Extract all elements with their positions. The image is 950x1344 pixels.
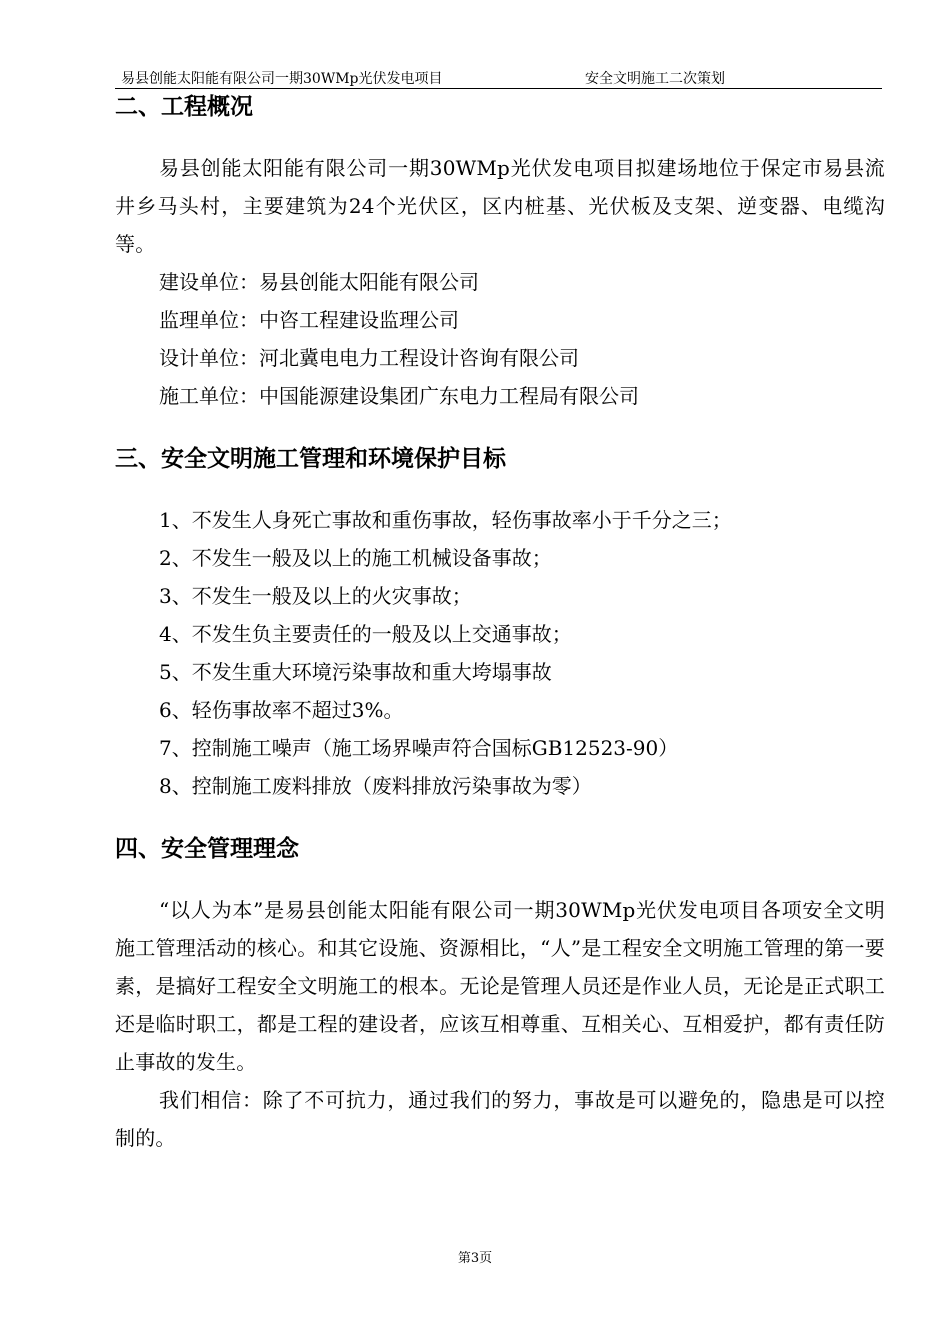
overview-paragraph: 易县创能太阳能有限公司一期30WMp光伏发电项目拟建场地位于保定市易县流井乡马头村，主要建筑为24个光伏区，区内桩基、光伏板及支架、逆变器、电缆沟等。 — [115, 156, 885, 256]
page-number: 第3页 — [457, 1251, 493, 1266]
goal-item: 4、不发生负主要责任的一般及以上交通事故； — [159, 622, 572, 646]
section-title-safety-goals: 三、安全文明施工管理和环境保护目标 — [115, 446, 506, 472]
belief-paragraph: 我们相信：除了不可抗力，通过我们的努力，事故是可以避免的，隐患是可以控制的。 — [115, 1088, 885, 1150]
document-body — [115, 90, 885, 1157]
philosophy-paragraph: “以人为本”是易县创能太阳能有限公司一期30WMp光伏发电项目各项安全文明施工管理活动的核心。和其它设施、资源相比，“人”是工程安全文明施工管理的第一要素，是搞好工程安全文明施工的根本。无论是管理人员还是作业人员，无论是正式职工还是临时职工，都是工程的建设者，应该互相尊重、互相关心、互相爱护，都有责任防止事故的发生。 — [115, 898, 885, 1074]
goal-item: 1、不发生人身死亡事故和重伤事故，轻伤事故率小于千分之三； — [159, 508, 732, 532]
goal-item: 8、控制施工废料排放（废料排放污染事故为零） — [159, 774, 592, 798]
goal-item: 7、控制施工噪声（施工场界噪声符合国标GB12523-90） — [159, 736, 679, 760]
section-title-safety-philosophy: 四、安全管理理念 — [115, 836, 299, 862]
unit-designer: 设计单位：河北冀电电力工程设计咨询有限公司 — [159, 346, 579, 370]
header-document-title: 安全文明施工二次策划 — [585, 71, 725, 87]
goal-item: 5、不发生重大环境污染事故和重大垮塌事故 — [159, 660, 552, 684]
page-header — [115, 66, 882, 89]
goal-item: 6、轻伤事故率不超过3%。 — [159, 698, 404, 722]
goal-item: 2、不发生一般及以上的施工机械设备事故； — [159, 546, 552, 570]
unit-contractor: 施工单位：中国能源建设集团广东电力工程局有限公司 — [159, 384, 639, 408]
header-project-title: 易县创能太阳能有限公司一期30WMp光伏发电项目 — [121, 71, 443, 87]
goal-item: 3、不发生一般及以上的火灾事故； — [159, 584, 472, 608]
unit-supervisor: 监理单位：中咨工程建设监理公司 — [159, 308, 459, 332]
section-title-overview: 二、工程概况 — [115, 94, 253, 120]
unit-construction-owner: 建设单位：易县创能太阳能有限公司 — [159, 270, 479, 294]
